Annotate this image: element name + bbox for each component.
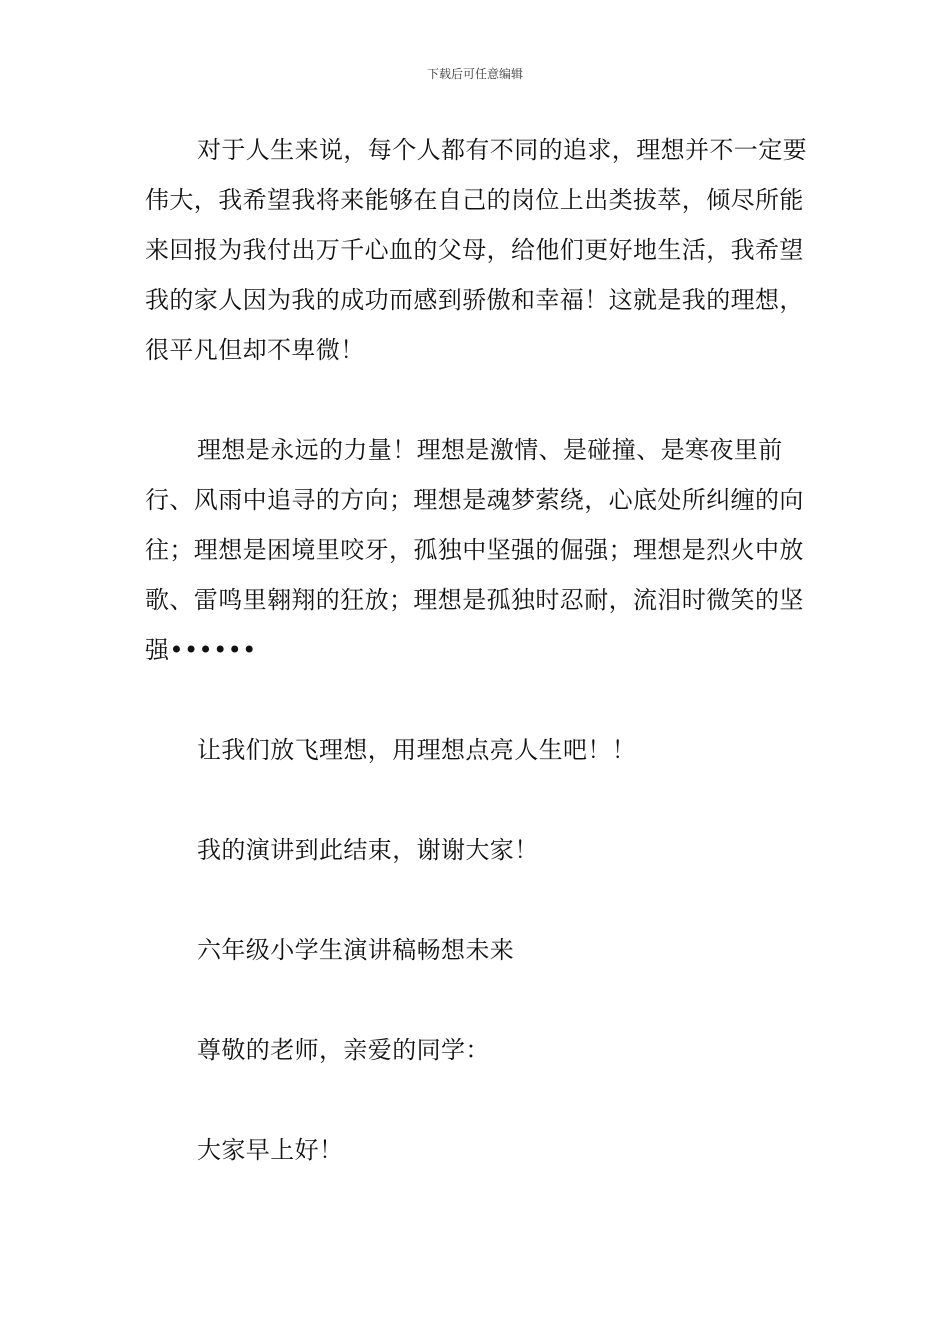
page-header-note: 下载后可任意编辑 [426,67,523,81]
paragraph-spacer [145,975,809,1025]
speech-greeting: 大家早上好！ [197,1136,344,1164]
paragraph-spacer [145,875,809,925]
speech-salutation: 尊敬的老师，亲爱的同学： [197,1036,490,1064]
paragraph-let-ideals-fly: 让我们放飞理想，用理想点亮人生吧！！ [197,736,637,764]
paragraph-spacer [145,1075,809,1125]
paragraph-speech-end: 我的演讲到此结束，谢谢大家！ [197,836,539,864]
paragraph-ideal-pursuit: 对于人生来说，每个人都有不同的追求，理想并不一定要伟大，我希望我将来能够在自己的岗位上出类拔萃，倾尽所能来回报为我付出万千心血的父母，给他们更好地生活，我希望我的家人因为我的成功而感到骄傲和幸福！这就是我的理想，很平凡但却不卑微！ [145,136,807,364]
paragraph-ideal-power: 理想是永远的力量！理想是激情、是碰撞、是寒夜里前行、风雨中追寻的方向；理想是魂梦萦绕，心底处所纠缠的向往；理想是困境里咬牙，孤独中坚强的倔强；理想是烈火中放歌、雷鸣里翱翔的狂放；理想是孤独时忍耐，流泪时微笑的坚强•••••• [145,436,804,664]
paragraph-spacer [145,775,809,825]
paragraph-spacer [145,375,809,425]
speech-title: 六年级小学生演讲稿畅想未来 [197,936,515,964]
paragraph-spacer [145,675,809,725]
document-body [145,125,809,1175]
